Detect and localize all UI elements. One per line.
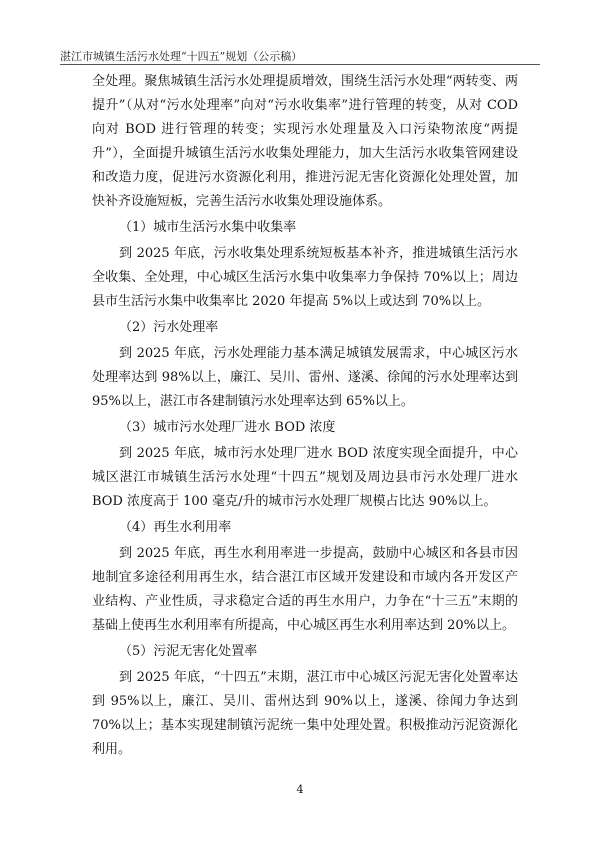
running-header: 湛江市城镇生活污水处理“十四五”规划（公示稿）: [60, 50, 303, 63]
document-body: [92, 70, 518, 762]
section-heading-reclaimed-water: （4）再生水利用率: [119, 520, 232, 535]
section-heading-bod-concentration: （3）城市污水处理厂进水 BOD 浓度: [119, 420, 336, 435]
section-body-reclaimed-water: 到 2025 年底，再生水利用率进一步提高，鼓励中心城区和各县市因地制宜多途径利用再生水，结合湛江市区域开发建设和市域内各开发区产业结构、产业性质，寻求稳定合适的再生水用户，力争在“十三五”末期的基础上使再生水利用率有所提高，中心城区再生水利用率达到 20%以上。: [92, 546, 518, 633]
section-heading-collection-rate: （1）城市生活污水集中收集率: [119, 220, 297, 235]
section-body-treatment-rate: 到 2025 年底，污水处理能力基本满足城镇发展需求，中心城区污水处理率达到 98%以上，廉江、吴川、雷州、遂溪、徐闻的污水处理率达到 95%以上，湛江市各建制镇污水处理率达到 65%以上。: [92, 346, 518, 409]
section-heading-sludge-disposal: （5）污泥无害化处置率: [119, 644, 258, 659]
intro-paragraph: 全处理。聚焦城镇生活污水处理提质增效，围绕生活污水处理“两转变、两提升”（从对“污水处理率”向对“污水收集率”进行管理的转变，从对 COD 向对 BOD 进行管理的转变；实现污水处理量及入口污染物浓度“两提升”），全面提升城镇生活污水收集处理能力，加大生活污水收集管网建设和改造力度，促进污水资源化利用，推进污泥无害化资源化处理处置，加快补齐设施短板，完善生活污水收集处理设施体系。: [92, 74, 518, 209]
page-number: 4: [296, 783, 304, 796]
section-heading-treatment-rate: （2）污水处理率: [119, 320, 219, 335]
section-body-collection-rate: 到 2025 年底，污水收集处理系统短板基本补齐，推进城镇生活污水全收集、全处理，中心城区生活污水集中收集率力争保持 70%以上；周边县市生活污水集中收集率比 2020 年提高 5%以上或达到 70%以上。: [92, 246, 518, 309]
section-body-bod-concentration: 到 2025 年底，城市污水处理厂进水 BOD 浓度实现全面提升，中心城区湛江市城镇生活污水处理“十四五”规划及周边县市污水处理厂进水 BOD 浓度高于 100 毫克/升的城市污水处理厂规模占比达 90%以上。: [92, 446, 518, 509]
section-body-sludge-disposal: 到 2025 年底，“十四五”末期，湛江市中心城区污泥无害化处置率达到 95%以上，廉江、吴川、雷州达到 90%以上，遂溪、徐闻力争达到 70%以上；基本实现建制镇污泥统一集中处理处置。积极推动污泥资源化利用。: [92, 670, 518, 757]
header-divider: [60, 64, 540, 65]
